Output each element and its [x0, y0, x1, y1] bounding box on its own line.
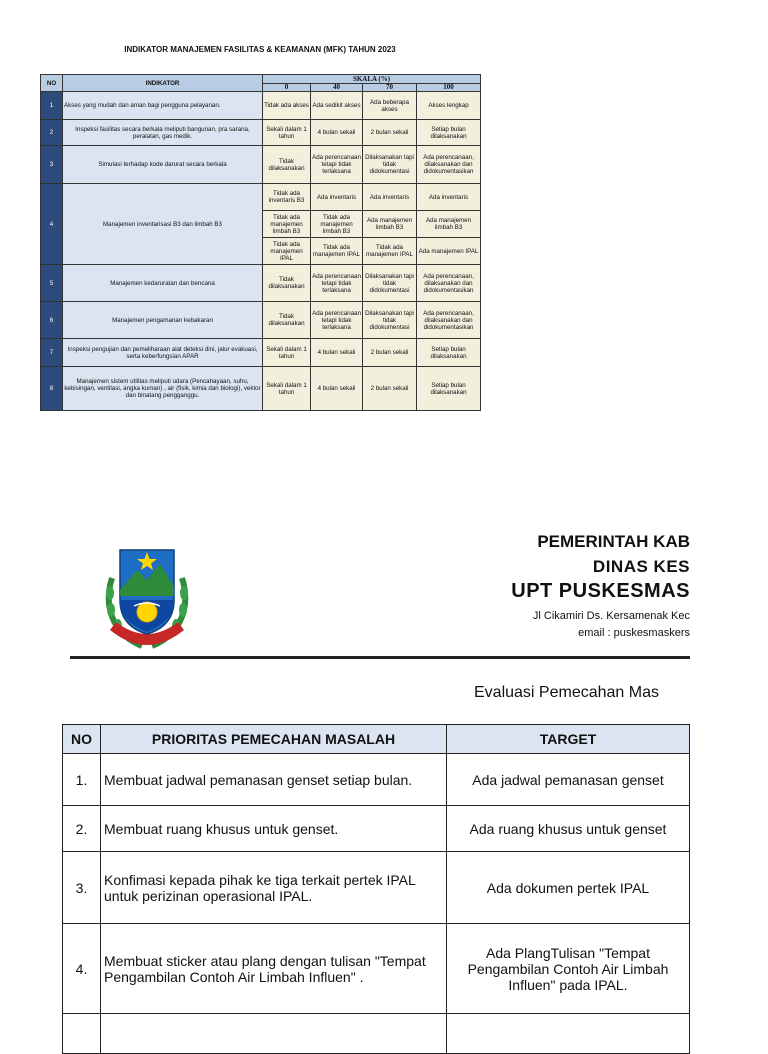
- cell-scale-100: Ada manajemen IPAL: [417, 238, 481, 265]
- kop-address: Jl Cikamiri Ds. Kersamenak Kec: [532, 610, 690, 622]
- header-no: NO: [41, 75, 63, 92]
- cell-scale-40: Ada perencanaan tetapi tidak terlaksana: [311, 265, 363, 302]
- row-target: Ada jadwal pemanasan genset: [447, 754, 690, 806]
- header-scale-70: 70: [363, 84, 417, 92]
- cell-scale-0: Tidak dilaksanakan: [263, 265, 311, 302]
- row-no: 2.: [63, 806, 101, 852]
- cell-scale-70: 2 bulan sekali: [363, 120, 417, 146]
- kop-puskesmas: UPT PUSKESMAS: [511, 580, 690, 602]
- header-prioritas: PRIORITAS PEMECAHAN MASALAH: [101, 725, 447, 754]
- cell-scale-100: Setiap bulan dilaksanakan: [417, 339, 481, 367]
- cell-scale-70: Dilaksanakan tapi tidak didokumentasi: [363, 302, 417, 339]
- header-target: TARGET: [447, 725, 690, 754]
- row-no: 7: [41, 339, 63, 367]
- row-target: Ada ruang khusus untuk genset: [447, 806, 690, 852]
- row-target: Ada PlangTulisan "Tempat Pengambilan Contoh Air Limbah Influen" pada IPAL.: [447, 924, 690, 1014]
- table-row: [63, 806, 690, 852]
- mfk-indicator-table: [40, 74, 481, 411]
- row-indikator: Manajemen pengamanan kebakaran: [63, 302, 263, 339]
- row-target: Ada dokumen pertek IPAL: [447, 852, 690, 924]
- cell-scale-0: Tidak dilaksanakan: [263, 302, 311, 339]
- cell-scale-0: Sekali dalam 1 tahun: [263, 339, 311, 367]
- table-row: [41, 339, 481, 367]
- cell-scale-0: Tidak ada inventaris B3: [263, 184, 311, 211]
- header-scale-100: 100: [417, 84, 481, 92]
- kop-pemerintah: PEMERINTAH KAB: [537, 532, 690, 551]
- cell-scale-100: Ada manajemen limbah B3: [417, 211, 481, 238]
- table-row: [41, 120, 481, 146]
- row-indikator: Inspeksi fasilitas secara berkala meliputi bangunan, pra sarana, peralatan, gas medik.: [63, 120, 263, 146]
- row-no: 6: [41, 302, 63, 339]
- header-scale-0: 0: [263, 84, 311, 92]
- kop-dinas: DINAS KES: [592, 557, 690, 576]
- row-no: 4.: [63, 924, 101, 1014]
- cell-scale-70: Ada manajemen limbah B3: [363, 211, 417, 238]
- table-row: [63, 852, 690, 924]
- table-row: [63, 754, 690, 806]
- cell-scale-100: Ada inventaris: [417, 184, 481, 211]
- cell-scale-100: Ada perencanaan, dilaksanakan dan didokumentasikan: [417, 302, 481, 339]
- cell-scale-40: Ada inventaris: [311, 184, 363, 211]
- row-prioritas-empty: [101, 1014, 447, 1054]
- row-no: 3.: [63, 852, 101, 924]
- cell-scale-40: Tidak ada manajemen limbah B3: [311, 211, 363, 238]
- row-indikator: Akses yang mudah dan aman bagi pengguna pelayanan.: [63, 92, 263, 120]
- row-indikator: Simulasi terhadap kode darurat secara berkala: [63, 146, 263, 184]
- mfk-title: INDIKATOR MANAJEMEN FASILITAS & KEAMANAN (MFK) TAHUN 2023: [124, 45, 396, 54]
- row-no-empty: [63, 1014, 101, 1054]
- cell-scale-70: Ada beberapa akses: [363, 92, 417, 120]
- row-target-empty: [447, 1014, 690, 1054]
- table-row: [41, 265, 481, 302]
- kop-email: email : puskesmaskers: [578, 627, 690, 639]
- row-prioritas: Konfimasi kepada pihak ke tiga terkait pertek IPAL untuk perizinan operasional IPAL.: [101, 852, 447, 924]
- row-indikator: Manajemen inventarisasi B3 dan limbah B3: [63, 184, 263, 265]
- cell-scale-70: Ada inventaris: [363, 184, 417, 211]
- evaluasi-table: [62, 724, 690, 1054]
- cell-scale-40: Ada perencanaan tetapi tidak terlaksana: [311, 146, 363, 184]
- cell-scale-0: Tidak ada akses: [263, 92, 311, 120]
- row-no: 2: [41, 120, 63, 146]
- cell-scale-100: Ada perencanaan, dilaksanakan dan didokumentasikan: [417, 146, 481, 184]
- cell-scale-40: Ada sedikit akses: [311, 92, 363, 120]
- cell-scale-70: 2 bulan sekali: [363, 339, 417, 367]
- letterhead-divider: [70, 656, 690, 659]
- row-no: 5: [41, 265, 63, 302]
- header-no: NO: [63, 725, 101, 754]
- cell-scale-0: Tidak ada manajemen IPAL: [263, 238, 311, 265]
- row-no: 1: [41, 92, 63, 120]
- evaluasi-title: Evaluasi Pemecahan Mas: [474, 684, 659, 701]
- row-prioritas: Membuat sticker atau plang dengan tulisan "Tempat Pengambilan Contoh Air Limbah Influen" .: [101, 924, 447, 1014]
- header-scale-40: 40: [311, 84, 363, 92]
- row-indikator: Manajemen kedaruratan dan bencana: [63, 265, 263, 302]
- cell-scale-40: 4 bulan sekali: [311, 120, 363, 146]
- cell-scale-40: Tidak ada manajemen IPAL: [311, 238, 363, 265]
- table-row: [41, 146, 481, 184]
- table-row: [41, 92, 481, 120]
- row-prioritas: Membuat ruang khusus untuk genset.: [101, 806, 447, 852]
- header-indikator: INDIKATOR: [63, 75, 263, 92]
- cell-scale-40: 4 bulan sekali: [311, 339, 363, 367]
- cell-scale-0: Sekali dalam 1 tahun: [263, 367, 311, 411]
- cell-scale-40: 4 bulan sekali: [311, 367, 363, 411]
- cell-scale-70: Tidak ada manajemen IPAL: [363, 238, 417, 265]
- cell-scale-100: Setiap bulan dilaksanakan: [417, 120, 481, 146]
- cell-scale-100: Setiap bulan dilaksanakan: [417, 367, 481, 411]
- cell-scale-70: Dilaksanakan tapi tidak didokumentasi: [363, 265, 417, 302]
- table-row: [41, 302, 481, 339]
- table-row: [41, 184, 481, 211]
- header-skala: SKALA (%): [263, 75, 481, 84]
- cell-scale-0: Tidak ada manajemen limbah B3: [263, 211, 311, 238]
- table-row: [63, 924, 690, 1014]
- kabupaten-emblem-icon: [102, 538, 192, 653]
- cell-scale-100: Ada perencanaan, dilaksanakan dan didokumentasikan: [417, 265, 481, 302]
- row-no: 3: [41, 146, 63, 184]
- cell-scale-70: 2 bulan sekali: [363, 367, 417, 411]
- row-no: 1.: [63, 754, 101, 806]
- cell-scale-100: Akses lengkap: [417, 92, 481, 120]
- cell-scale-0: Tidak dilaksanakan: [263, 146, 311, 184]
- table-row: [41, 367, 481, 411]
- row-no: 8: [41, 367, 63, 411]
- row-indikator: Manajemen sistem utilitas meliputi udara (Pencahayaan, suhu, kebisingan, ventilasi, angka kuman) , air (fisik, kimia dan biologi), vektor dan binatang pengganggu.: [63, 367, 263, 411]
- row-prioritas: Membuat jadwal pemanasan genset setiap bulan.: [101, 754, 447, 806]
- cell-scale-0: Sekali dalam 1 tahun: [263, 120, 311, 146]
- cell-scale-40: Ada perencanaan tetapi tidak terlaksana: [311, 302, 363, 339]
- table-row: [63, 1014, 690, 1054]
- cell-scale-70: Dilaksanakan tapi tidak didokumentasi: [363, 146, 417, 184]
- row-no: 4: [41, 184, 63, 265]
- row-indikator: Inspeksi pengujian dan pemeliharaan alat deteksi dini, jalur evakuasi, serta keberfungsian APAR: [63, 339, 263, 367]
